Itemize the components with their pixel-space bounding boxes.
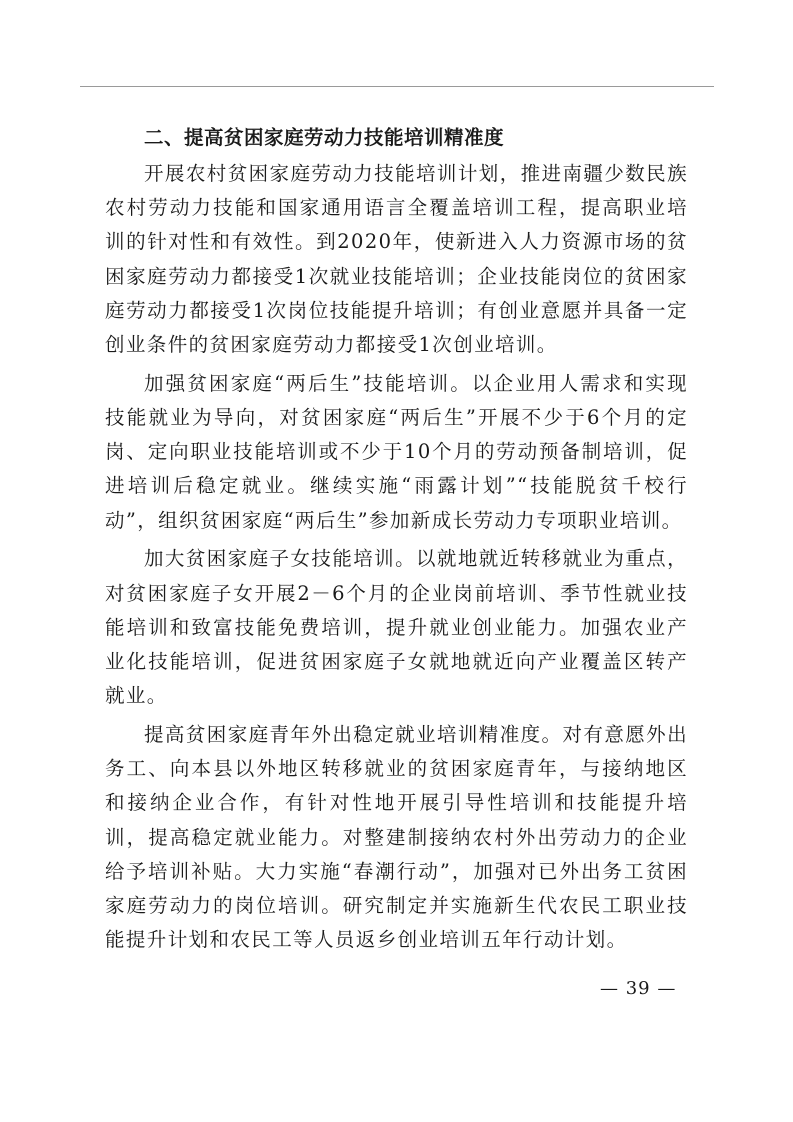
paragraph-2: 加强贫困家庭“两后生”技能培训。以企业用人需求和实现技能就业为导向，对贫困家庭“两后生”开展不少于6个月的定岗、定向职业技能培训或不少于10个月的劳动预备制培训，促进培训后稳定就业。继续实施“雨露计划”“技能脱贫千校行动”，组织贫困家庭“两后生”参加新成长劳动力专项职业培训。 (105, 371, 688, 532)
paragraph-1: 开展农村贫困家庭劳动力技能培训计划，推进南疆少数民族农村劳动力技能和国家通用语言全覆盖培训工程，提高职业培训的针对性和有效性。到2020年，使新进入人力资源市场的贫困家庭劳动力都接受1次就业技能培训；企业技能岗位的贫困家庭劳动力都接受1次岗位技能提升培训；有创业意愿并具备一定创业条件的贫困家庭劳动力都接受1次创业培训。 (105, 162, 688, 357)
body-text (105, 157, 688, 962)
paragraph-3: 加大贫困家庭子女技能培训。以就地就近转移就业为重点，对贫困家庭子女开展2－6个月的企业岗前培训、季节性就业技能培训和致富技能免费培训，提升就业创业能力。加强农业产业化技能培训，促进贫困家庭子女就地就近向产业覆盖区转产就业。 (105, 547, 688, 708)
paragraph-4: 提高贫困家庭青年外出稳定就业培训精准度。对有意愿外出务工、向本县以外地区转移就业的贫困家庭青年，与接纳地区和接纳企业合作，有针对性地开展引导性培训和技能提升培训，提高稳定就业能力。对整建制接纳农村外出劳动力的企业给予培训补贴。大力实施“春潮行动”，加强对已外出务工贫困家庭劳动力的岗位培训。研究制定并实施新生代农民工职业技能提升计划和农民工等人员返乡创业培训五年行动计划。 (105, 723, 688, 952)
page-number: — 39 — (600, 978, 677, 999)
header-rule (80, 86, 714, 87)
section-heading: 二、提高贫困家庭劳动力技能培训精准度 (144, 126, 505, 149)
